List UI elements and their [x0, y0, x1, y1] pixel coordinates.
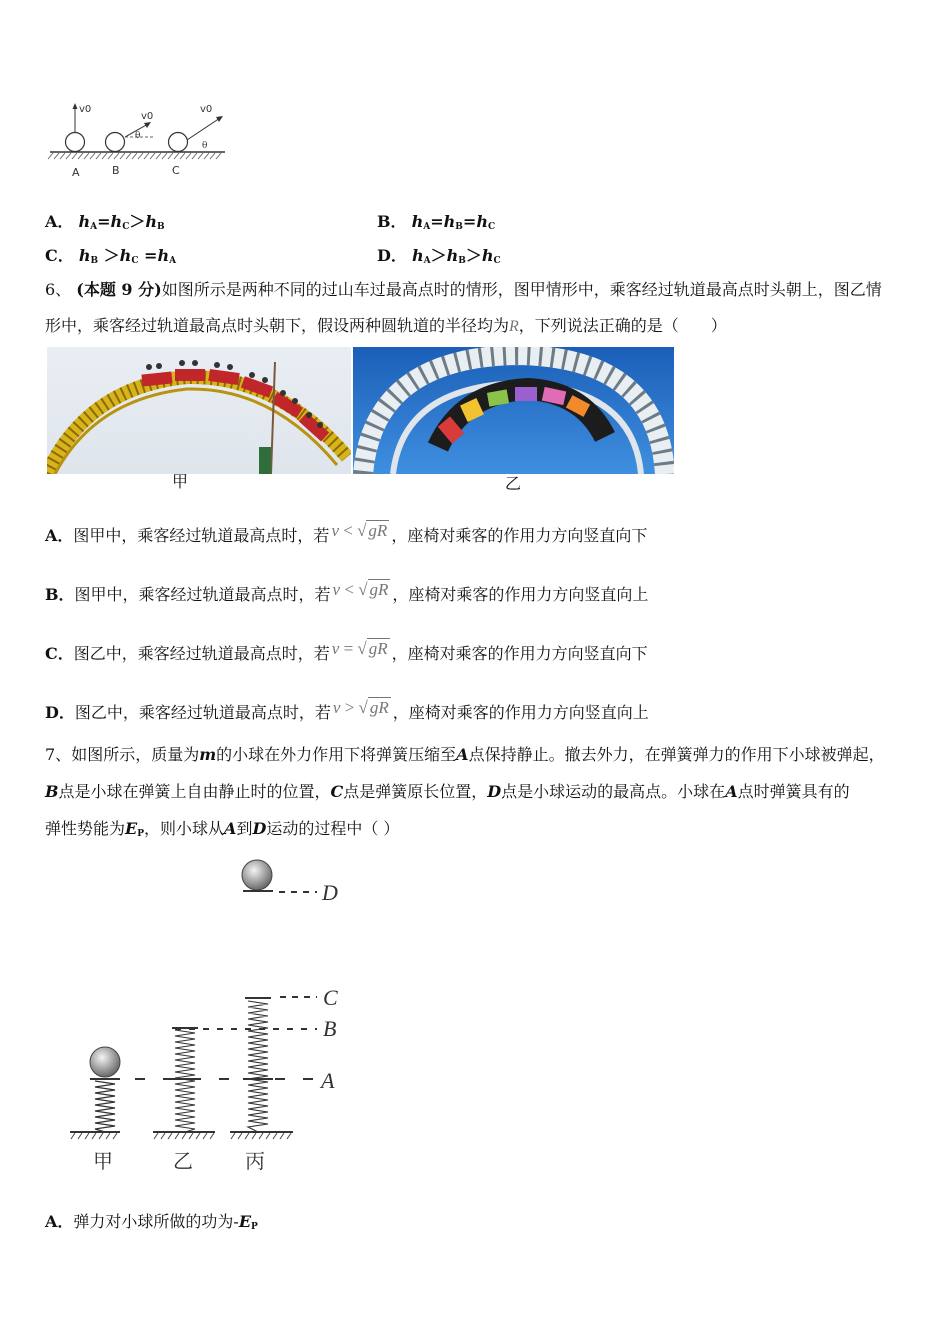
- roller-coaster-photo-yi: [353, 347, 674, 474]
- q5-option-a[interactable]: [45, 212, 165, 237]
- q5-option-c[interactable]: [45, 246, 176, 271]
- q6-radius-symbol: R: [509, 318, 519, 335]
- q7-stem: 7、如图所示，质量为m的小球在外力作用下将弹簧压缩至A点保持静止。撤去外力，在弹簧弹力的作用下小球被弹起， B点是小球在弹簧上自由静止时的位置，C点是弹簧原长位置，D点是小球运动的最高点。小球在A点时弹簧具有的 弹性势能为$E_P$，则小球从A到D运动的过程中（ ）: [45, 745, 885, 839]
- option-label: A．: [45, 526, 74, 545]
- option-text: 图乙中，乘客经过轨道最高点时，若: [73, 644, 330, 663]
- q7-spring-figure: [65, 855, 365, 1180]
- q6-option-b[interactable]: [45, 580, 648, 605]
- velocity-condition: v < √ gR: [332, 580, 389, 599]
- option-label: D．: [45, 703, 75, 722]
- velocity-condition: v < √ gR: [331, 521, 388, 540]
- q6-score: (本题 9 分): [76, 280, 162, 299]
- option-text: ，座椅对乘客的作用力方向竖直向下: [391, 644, 648, 663]
- svg-text:B: B: [112, 164, 120, 177]
- q6-stem-line1: [45, 280, 882, 300]
- option-text: $h_A=h_C>h_B$: [78, 212, 165, 232]
- option-text: 图甲中，乘客经过轨道最高点时，若: [73, 526, 330, 545]
- option-symbol: E: [238, 1212, 252, 1231]
- q5-projectile-figure: [45, 100, 235, 185]
- q6-option-c[interactable]: [45, 639, 648, 664]
- svg-text:C: C: [323, 985, 338, 1010]
- svg-text:A: A: [72, 166, 80, 179]
- svg-text:D: D: [322, 880, 338, 905]
- svg-text:乙: 乙: [173, 1149, 193, 1173]
- q6-fig-label-jia: 甲: [172, 472, 189, 491]
- q7-option-a[interactable]: [45, 1212, 258, 1237]
- ball-at-d: [242, 860, 272, 890]
- option-text: ，座椅对乘客的作用力方向竖直向上: [392, 703, 649, 722]
- svg-text:θ: θ: [135, 131, 141, 141]
- option-text: $h_A>h_B>h_C$: [411, 246, 501, 266]
- option-label: D．: [377, 246, 407, 265]
- svg-text:A: A: [321, 1068, 335, 1093]
- svg-text:v0: v0: [141, 111, 154, 122]
- q6-option-d[interactable]: [45, 698, 649, 723]
- option-label: B．: [45, 585, 75, 604]
- option-text: ，座椅对乘客的作用力方向竖直向上: [392, 585, 649, 604]
- option-symbol-sub: P: [251, 1222, 258, 1232]
- option-label: B．: [377, 212, 407, 231]
- svg-text:θ: θ: [202, 141, 208, 151]
- ball-on-spring-jia: [90, 1047, 120, 1077]
- velocity-condition: v = √ gR: [331, 639, 388, 658]
- option-text: $h_A=h_B=h_C$: [411, 212, 496, 232]
- option-label: C．: [45, 644, 74, 663]
- svg-text:甲: 甲: [93, 1149, 113, 1173]
- q6-number: 6、: [45, 280, 72, 299]
- q6-stem-line2: [45, 316, 727, 337]
- q5-option-d[interactable]: [377, 246, 501, 271]
- q6-stem-text: 如图所示是两种不同的过山车过最高点时的情形，图甲情形中，乘客经过轨道最高点时头朝上，图乙情: [161, 280, 882, 299]
- q6-fig-label-yi: 乙: [505, 474, 522, 493]
- option-text: 弹力对小球所做的功为-: [73, 1212, 239, 1231]
- option-text: $h_B >h_C =h_A$: [78, 246, 177, 266]
- option-text: 图乙中，乘客经过轨道最高点时，若: [74, 703, 331, 722]
- option-text: 图甲中，乘客经过轨道最高点时，若: [74, 585, 331, 604]
- svg-text:丙: 丙: [245, 1149, 265, 1173]
- svg-text:v0: v0: [200, 104, 213, 115]
- q5-option-b[interactable]: [377, 212, 495, 237]
- option-label: A．: [45, 212, 74, 231]
- svg-text:v0: v0: [79, 104, 92, 115]
- option-text: ，座椅对乘客的作用力方向竖直向下: [391, 526, 648, 545]
- svg-text:B: B: [323, 1016, 337, 1041]
- q6-option-a[interactable]: [45, 521, 647, 546]
- q6-stem-text: 形中，乘客经过轨道最高点时头朝下，假设两种圆轨道的半径均为: [45, 316, 510, 335]
- svg-text:C: C: [172, 164, 180, 177]
- option-label: A．: [45, 1212, 74, 1231]
- velocity-condition: v > √ gR: [332, 698, 389, 717]
- option-label: C．: [45, 246, 74, 265]
- q6-stem-text: ，下列说法正确的是（ ）: [518, 316, 727, 335]
- roller-coaster-photo-jia: [47, 347, 351, 474]
